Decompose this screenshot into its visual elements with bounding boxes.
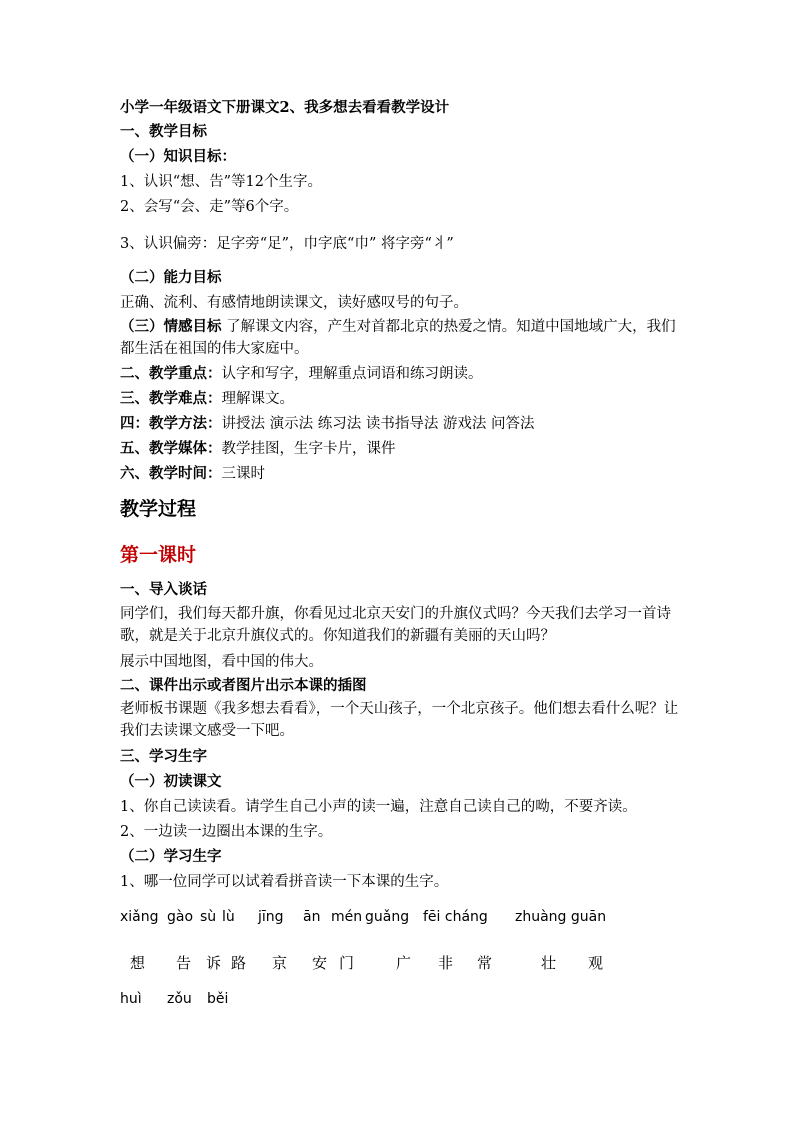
knowledge-item-3: 3、认识偏旁：足字旁“足”，巾字底“巾” 将字旁“丬”: [120, 236, 454, 252]
teaching-methods: 四：教学方法：讲授法 演示法 练习法 读书指导法 游戏法 问答法: [120, 415, 535, 432]
reading-step-2: 2、一边读一边圈出本课的生字。: [120, 824, 333, 840]
pinyin-question: 1、哪一位同学可以试着看拼音读一下本课的生字。: [120, 874, 449, 890]
illustration-text: 老师板书课题《我多想去看看》，一个天山孩子，一个北京孩子。他们想去看什么呢？让我们去读课文感受一下吧。: [120, 701, 679, 739]
hanzi-xiang: 想: [130, 954, 146, 972]
pinyin-feichang: fēi cháng: [423, 909, 488, 925]
first-reading-heading: （一）初读课文: [120, 773, 222, 790]
pinyin-guang: guǎng: [365, 909, 410, 925]
emotion-goal-label: （三）情感目标: [120, 318, 222, 335]
pinyin-lu: lù: [222, 909, 235, 925]
intro-text-2: 展示中国地图，看中国的伟大。: [120, 654, 323, 670]
hanzi-guan: 观: [588, 954, 604, 972]
pinyin-zou: zǒu: [167, 991, 192, 1007]
difficult-points: 三、教学难点：理解课文。: [120, 390, 294, 407]
hanzi-su: 诉: [206, 954, 222, 972]
emotion-goal-text: 了解课文内容，产生对首都北京的热爱之情。知道中国地域广大，我们都生活在祖国的伟大家庭中。: [120, 319, 676, 357]
hanzi-lu: 路: [231, 954, 247, 972]
subsection-ability: （二）能力目标: [120, 269, 222, 286]
hanzi-chang: 常: [477, 954, 493, 972]
hanzi-gao: 告: [176, 954, 192, 972]
hanzi-jing: 京: [272, 954, 288, 972]
pinyin-jing: jīng: [258, 909, 284, 925]
hanzi-an: 安: [312, 954, 328, 972]
study-characters-heading: （二）学习生字: [120, 848, 222, 865]
pinyin-hui: huì: [120, 991, 142, 1007]
pinyin-xiang: xiǎng: [120, 909, 159, 925]
key-points: 二、教学重点：认字和写字，理解重点词语和练习朗读。: [120, 365, 483, 382]
knowledge-item-2: 2、会写“会、走”等6个字。: [120, 199, 299, 215]
reading-step-1: 1、你自己读读看。请学生自己小声的读一遍，注意自己读自己的呦，不要齐读。: [120, 799, 637, 815]
teaching-process-heading: 教学过程: [120, 498, 197, 520]
hanzi-men: 门: [339, 954, 355, 972]
pinyin-an: ān: [303, 909, 321, 925]
illustration-heading: 二、课件出示或者图片出示本课的插图: [120, 677, 367, 694]
hanzi-fei: 非: [438, 954, 454, 972]
hanzi-zhuang: 壮: [541, 954, 557, 972]
section-teaching-goals: 一、教学目标: [120, 123, 207, 140]
lesson-one-heading: 第一课时: [120, 544, 197, 566]
intro-heading: 一、导入谈话: [120, 581, 207, 598]
teaching-time: 六、教学时间：三课时: [120, 465, 265, 482]
pinyin-su: sù: [200, 909, 217, 925]
pinyin-gao: gào: [167, 909, 194, 925]
knowledge-item-1: 1、认识“想、告”等12个生字。: [120, 174, 323, 190]
document-title: 小学一年级语文下册课文2、我多想去看看教学设计: [120, 99, 450, 116]
ability-text: 正确、流利、有感情地朗读课文，读好感叹号的句子。: [120, 295, 468, 311]
pinyin-bei: běi: [207, 991, 229, 1007]
teaching-media: 五、教学媒体：教学挂图，生字卡片，课件: [120, 440, 396, 457]
hanzi-guang: 广: [396, 954, 412, 972]
intro-text: 同学们，我们每天都升旗，你看见过北京天安门的升旗仪式吗？今天我们去学习一首诗歌，就是关于北京升旗仪式的。你知道我们的新疆有美丽的天山吗？: [120, 606, 671, 644]
pinyin-men: mén: [331, 909, 363, 925]
emotion-goal: [120, 316, 685, 360]
pinyin-zhuangguan: zhuàng guān: [515, 909, 607, 925]
subsection-knowledge: （一）知识目标：: [120, 148, 236, 165]
learn-characters-heading: 三、学习生字: [120, 748, 207, 765]
